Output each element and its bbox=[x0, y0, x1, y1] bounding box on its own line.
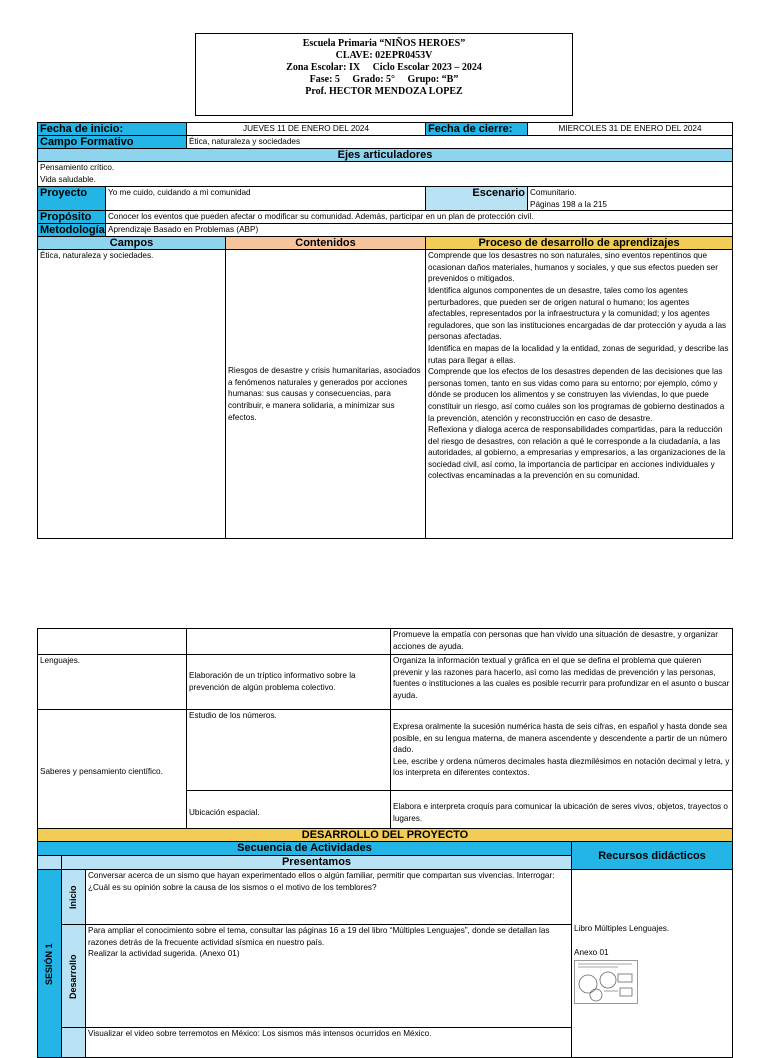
escenario-line: Comunitario. bbox=[530, 188, 577, 197]
fecha-inicio-label: Fecha de inicio: bbox=[38, 123, 187, 136]
school-zone: Zona Escolar: IX Ciclo Escolar 2023 – 2024 bbox=[286, 62, 482, 73]
recursos-header: Recursos didácticos bbox=[572, 842, 733, 870]
metodologia-value: Aprendizaje Basado en Problemas (ABP) bbox=[106, 224, 733, 237]
fecha-inicio-value: JUEVES 11 DE ENERO DEL 2024 bbox=[187, 123, 426, 136]
cierre-label bbox=[62, 1028, 86, 1058]
pda-cell: Promueve la empatía con personas que han vivido una situación de desastre, y organizar acciones de ayuda. bbox=[391, 629, 733, 655]
campo-cell: Ética, naturaleza y sociedades. bbox=[38, 250, 226, 539]
proposito-value: Conocer los eventos que pueden afectar o modificar su comunidad. Además, participar en un plan de protección civil. bbox=[106, 211, 733, 224]
sesion-label: SESIÓN 1 bbox=[38, 870, 62, 1058]
contenido-cell: Ubicación espacial. bbox=[187, 791, 391, 835]
pda-cell bbox=[391, 710, 733, 791]
pda-item: Expresa oralmente la sucesión numérica hasta de seis cifras, en español y hasta donde sea posible, en su lengua materna, de manera ascendente y descendente a partir de un número dado. bbox=[393, 722, 728, 755]
school-header bbox=[195, 33, 573, 116]
col-pda: Proceso de desarrollo de aprendizajes bbox=[426, 237, 733, 250]
secuencia-header: Secuencia de Actividades bbox=[38, 842, 572, 856]
contenido-cell bbox=[187, 629, 391, 655]
presentamos-spacer bbox=[38, 856, 62, 870]
proyecto-label: Proyecto bbox=[38, 187, 106, 211]
col-contenidos: Contenidos bbox=[226, 237, 426, 250]
inicio-text: Conversar acerca de un sismo que hayan experimentado ellos o algún familiar, permitir que compartan sus vivencias. Interrogar: ¿Cuál es su opinión sobre la causa de los sismos o el motivo de los temblores? bbox=[86, 870, 572, 925]
fecha-cierre-label: Fecha de cierre: bbox=[426, 123, 528, 136]
metodologia-label: Metodología bbox=[38, 224, 106, 237]
campo-cell bbox=[38, 629, 187, 655]
school-grade: Fase: 5 Grado: 5° Grupo: “B” bbox=[309, 74, 459, 85]
cierre-text: Visualizar el video sobre terremotos en México: Los sismos más intensos ocurridos en México. bbox=[86, 1028, 572, 1058]
desarrollo-paragraph: Para ampliar el conocimiento sobre el tema, consultar las páginas 16 a 19 del libro “Múltiples Lenguajes”, donde se detallan las razones detrás de la frecuente actividad sísmica en nuestro país. bbox=[88, 926, 550, 947]
desarrollo-text bbox=[86, 925, 572, 1028]
campo-formativo-value: Ética, naturaleza y sociedades bbox=[187, 136, 733, 149]
eje-item: Vida saludable. bbox=[40, 174, 96, 184]
pda-item: Identifica algunos componentes de un desastre, tales como los agentes perturbadores, que pueden ser de origen natural o humano; los agentes afectables, representados por la infraestructura y la comunidad; y los agentes reguladores, que son las instituciones encargadas de dar protección y ayuda a las personas afectadas. bbox=[428, 285, 727, 342]
proposito-label: Propósito bbox=[38, 211, 106, 224]
fecha-cierre-value: MIERCOLES 31 DE ENERO DEL 2024 bbox=[528, 123, 733, 136]
presentamos-header: Presentamos bbox=[62, 856, 572, 870]
contenido-cell: Riesgos de desastre y crisis humanitarias, asociados a fenómenos naturales y generados por acciones humanas: sus causas y consecuencias, para contribuir, e manera solidaria, a minimizar sus efectos. bbox=[226, 250, 426, 539]
pda-cell: Organiza la información textual y gráfica en el que se defina el problema que quieren prevenir y las razones para hacerlo, así como las medidas de prevención y las personas, fuentes o instituciones a las cuales es posible recurrir para profundizar en el asunto o buscar ayuda. bbox=[391, 655, 733, 710]
escenario-pages: Páginas 198 a la 215 bbox=[530, 199, 607, 209]
campo-cell: Lenguajes. bbox=[38, 655, 187, 710]
proyecto-value: Yo me cuido, cuidando a mi comunidad bbox=[106, 187, 426, 211]
campo-cell: Saberes y pensamiento científico. bbox=[38, 710, 187, 835]
inicio-label: Inicio bbox=[62, 870, 86, 925]
planning-table-continued bbox=[37, 628, 733, 835]
teacher-name: Prof. HECTOR MENDOZA LOPEZ bbox=[305, 86, 463, 97]
anexo-thumbnail-icon bbox=[574, 960, 638, 1004]
pda-cell: Elabora e interpreta croquis para comunicar la ubicación de seres vivos, objetos, trayectos o lugares. bbox=[391, 791, 733, 835]
escenario-label: Escenario bbox=[426, 187, 528, 211]
col-campos: Campos bbox=[38, 237, 226, 250]
pda-item: Lee, escribe y ordena números decimales hasta diezmilésimos en notación decimal y letra, y los interpreta en diferentes contextos. bbox=[393, 756, 730, 778]
pda-item: Reflexiona y dialoga acerca de responsabilidades compartidas, para la reducción del riesgo de desastres, con relación a qué le corresponde a la ciudadanía, a las autoridades, al gobierno, a empresarias y empresarios, a las organizaciones de la sociedad civil, así como, la importancia de participar en acciones individuales y colectivas encaminadas a la prevención en su comunidad. bbox=[428, 425, 726, 481]
pda-item: Identifica en mapas de la localidad y la entidad, zonas de seguridad, y describe las rutas para llegar a ellas. bbox=[428, 343, 729, 365]
school-name: Escuela Primaria “NIÑOS HEROES” bbox=[302, 38, 466, 49]
campo-formativo-label: Campo Formativo bbox=[38, 136, 187, 149]
pda-item: Comprende que los efectos de los desastres dependen de las decisiones que las personas tomen, tanto en sus vidas como para su entorno; por ejemplo, cómo y dónde se producen los alimentos y se construyen las viviendas, lo que puede constituir un riesgo, así como cuáles son los programas de gobierno destinados a la prevención, atención y reconstrucción en caso de desastre. bbox=[428, 367, 725, 423]
ejes-list bbox=[38, 162, 733, 187]
recursos-cell bbox=[572, 870, 733, 1058]
escenario-value bbox=[528, 187, 733, 211]
pda-item: Comprende que los desastres no son naturales, sino eventos repentinos que ocasionan daños materiales, humanos y sociales, y que sus efectos pueden ser prevenidos o mitigados. bbox=[428, 251, 718, 284]
school-code: CLAVE: 02EPR0453V bbox=[335, 50, 433, 61]
desarrollo-label: Desarrollo bbox=[62, 925, 86, 1028]
contenido-cell: Elaboración de un tríptico informativo sobre la prevención de algún problema colectivo. bbox=[187, 655, 391, 710]
desarrollo-activity: Realizar la actividad sugerida. (Anexo 01) bbox=[88, 949, 240, 959]
planning-table bbox=[37, 122, 733, 539]
desarrollo-title: DESARROLLO DEL PROYECTO bbox=[38, 829, 733, 842]
ejes-header: Ejes articuladores bbox=[38, 149, 733, 162]
recurso-item: Libro Múltiples Lenguajes. bbox=[574, 923, 670, 933]
contenido-cell: Estudio de los números. bbox=[187, 710, 391, 791]
recurso-item: Anexo 01 bbox=[574, 947, 609, 957]
eje-item: Pensamiento crítico. bbox=[40, 163, 115, 172]
pda-cell bbox=[426, 250, 733, 539]
